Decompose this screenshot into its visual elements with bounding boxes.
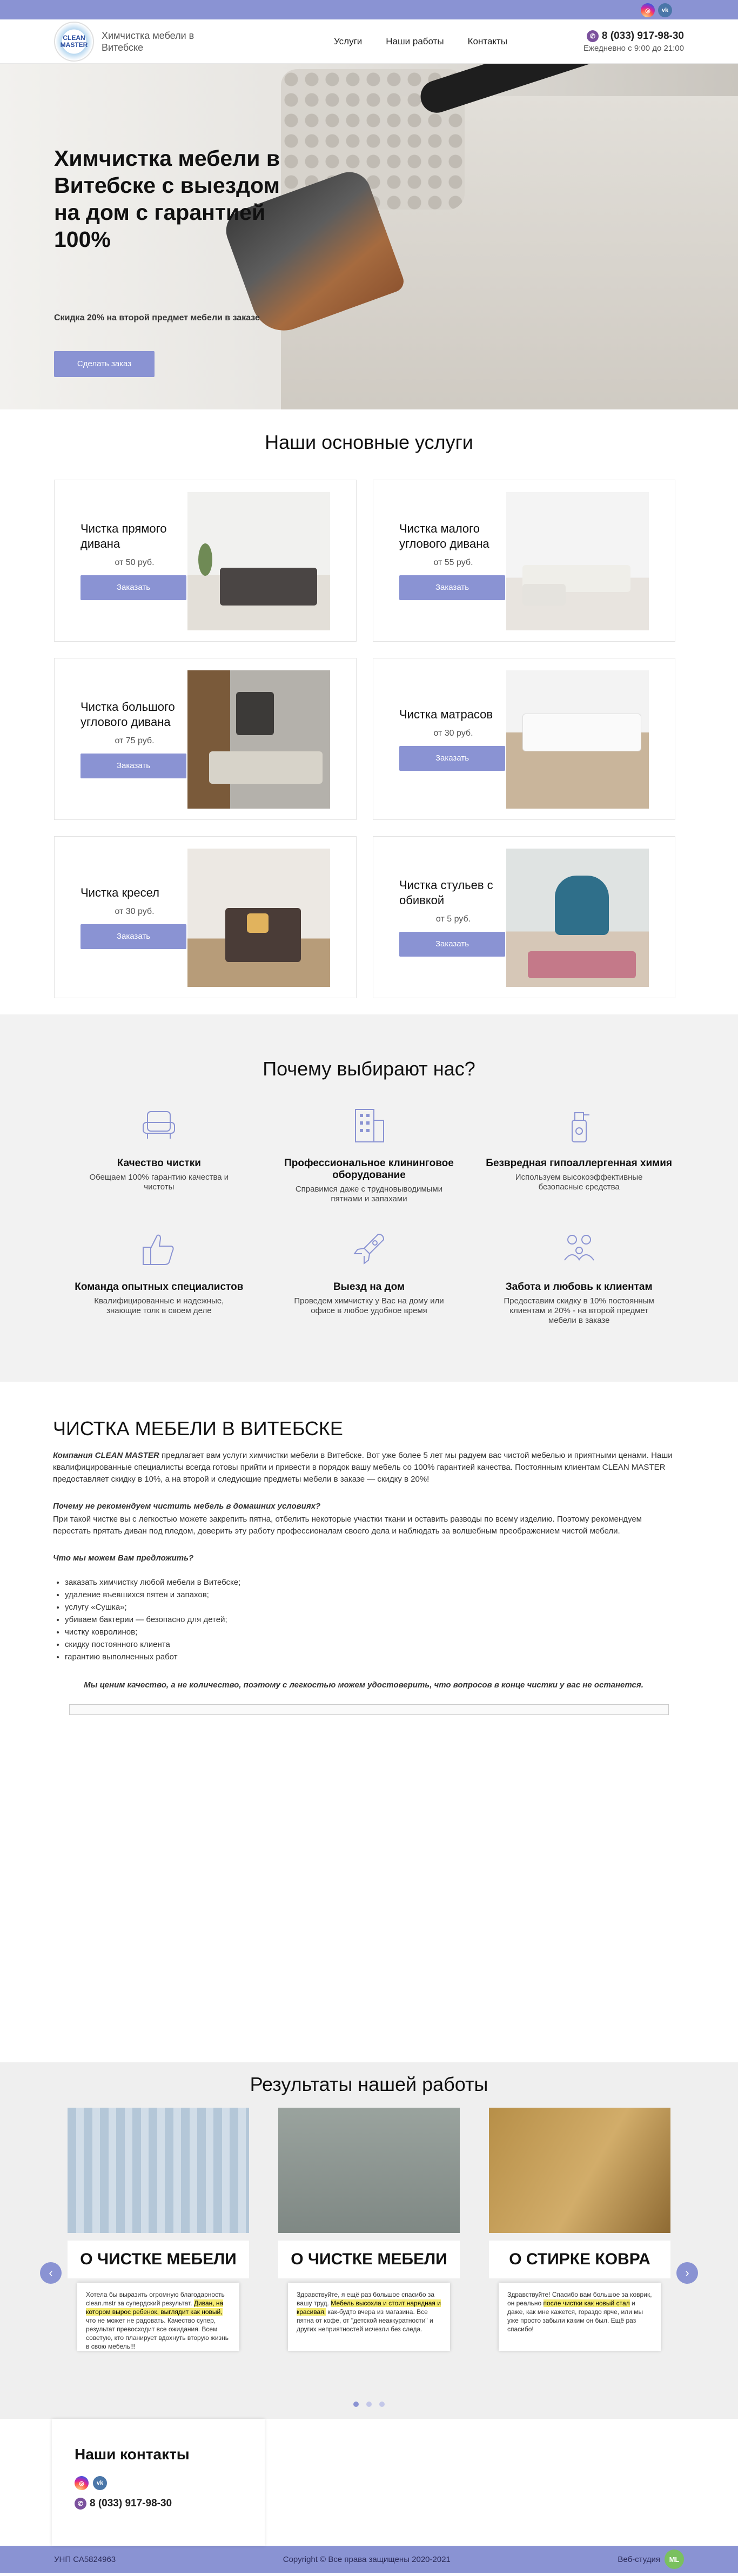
building-icon [348, 1104, 390, 1146]
small-corner-sofa-image [506, 492, 649, 630]
advantage-item [54, 1104, 264, 1204]
article-closing: Мы ценим качество, а не количество, поэтому с легкостью можем удостоверить, что вопросов в конце чистки у вас не останется. [84, 1680, 643, 1690]
advantage-item [474, 1228, 684, 1326]
instagram-icon[interactable]: ◎ [75, 2476, 89, 2490]
list-item: • убиваем бактерии — безопасно для детей; [65, 1613, 685, 1626]
vk-icon[interactable]: vk [658, 3, 672, 17]
service-price: от 5 руб. [435, 914, 471, 924]
working-hours: Ежедневно с 9:00 до 21:00 [583, 44, 684, 53]
advantage-title: Команда опытных специалистов [75, 1281, 244, 1293]
services-section [0, 409, 738, 1014]
review-screenshot: Здравствуйте! Спасибо вам большое за коврик, он реально после чистки как новый стал и даже, как мне кажется, гораздо ярче, или мы уже просто забыли каким он был. Ещё раз спасибо! [499, 2283, 661, 2351]
article-question-2: Что мы можем Вам предложить? [53, 1553, 194, 1563]
viber-icon: ✆ [587, 30, 599, 42]
result-slide [489, 2108, 670, 2351]
advantage-title: Выезд на дом [333, 1281, 405, 1293]
service-price: от 30 руб. [433, 729, 473, 738]
seo-article [0, 1382, 738, 2062]
advantage-title: Безвредная гипоаллергенная химия [486, 1158, 673, 1169]
ml-studio-logo: ML [665, 2550, 684, 2569]
advantage-title: Забота и любовь к клиентам [505, 1281, 653, 1293]
slider-next-button[interactable]: › [676, 2262, 698, 2284]
advantage-text: Предоставим скидку в 10% постоянным клиентам и 20% - на второй предмет мебели в заказе [504, 1296, 654, 1325]
advantage-text: Квалифицированные и надежные, знающие толк в своем деле [94, 1296, 224, 1315]
order-button[interactable]: Заказать [80, 924, 186, 949]
advantage-title: Качество чистки [117, 1158, 201, 1169]
header-contact [583, 30, 684, 53]
service-card [54, 658, 357, 820]
service-card [373, 658, 675, 820]
viber-icon: ✆ [75, 2498, 86, 2510]
thumbs-up-icon [138, 1228, 180, 1270]
spray-bottle-icon [558, 1104, 600, 1146]
company-unp: УНП СА5824963 [54, 2554, 116, 2564]
family-icon [558, 1228, 600, 1270]
result-slide [278, 2108, 460, 2351]
list-item: • заказать химчистку любой мебели в Витебске; [65, 1576, 685, 1589]
armchair-image [187, 849, 330, 987]
service-price: от 30 руб. [115, 907, 155, 916]
service-title: Чистка стульев с обивкой [399, 878, 493, 907]
straight-sofa-image [187, 492, 330, 630]
result-banner: О ЧИСТКЕ МЕБЕЛИ [68, 2241, 249, 2278]
main-nav [334, 36, 507, 47]
advantage-title: Профессиональное клининговое оборудование [284, 1158, 454, 1181]
results-section [0, 2062, 738, 2419]
article-answer-1: При такой чистке вы с легкостью можете закрепить пятна, отбелить некоторые участки ткани и оставить разводы по всему изделию. Поэтому рекомендуем перестать прятать диван под пледом, доверить эту работу профессионалам своего дела и наблюдать за волшебным преображением чистой мебели. [53, 1515, 642, 1536]
why-us-section [0, 1014, 738, 1382]
hero-title: Химчистка мебели в Витебске с выездом на дом с гарантией 100% [54, 146, 280, 252]
slider-prev-button[interactable]: ‹ [40, 2262, 62, 2284]
rocket-icon [348, 1228, 390, 1270]
article-intro: Компания CLEAN MASTER предлагает вам услуги химчистки мебели в Витебске. Вот уже более 5 лет мы радуем вас чистой мебелью и приятными ценами. Наши квалифицированные специалисты всегда готовы прийти и привести в порядок вашу мебель со 100% гарантией качества. Постоянным клиентам CLEAN MASTER предоставляет скидку в 10%, а на второй и следующие предметы мебели в заказе — скидку в 20%! [53, 1451, 673, 1484]
vk-icon[interactable]: vk [93, 2476, 107, 2490]
advantage-item [54, 1228, 264, 1326]
large-corner-sofa-image [187, 670, 330, 809]
service-price: от 50 руб. [115, 558, 155, 567]
advantage-text: Справимся даже с трудновыводимыми пятнами и запахами [295, 1185, 443, 1203]
service-title: Чистка большого углового дивана [80, 700, 175, 729]
footer [0, 2546, 738, 2573]
make-order-button[interactable]: Сделать заказ [54, 351, 155, 377]
before-after-photo [489, 2108, 670, 2233]
web-studio-link[interactable]: Веб-студия ML [618, 2550, 684, 2569]
article-question-1: Почему не рекомендуем чистить мебель в домашних условиях? [53, 1502, 321, 1511]
clean-master-logo[interactable]: CLEAN MASTER [54, 22, 94, 62]
slider-dot[interactable] [379, 2402, 385, 2407]
list-item: • скидку постоянного клиента [65, 1638, 685, 1651]
list-item: • удаление въевшихся пятен и запахов; [65, 1589, 685, 1601]
advantage-item [264, 1104, 474, 1204]
hero-subtitle: Скидка 20% на второй предмет мебели в заказе [54, 313, 260, 322]
hero [0, 64, 738, 409]
service-title: Чистка прямого дивана [80, 522, 167, 550]
order-button[interactable]: Заказать [399, 932, 505, 957]
order-button[interactable]: Заказать [399, 575, 505, 600]
slider-dot[interactable] [353, 2402, 359, 2407]
article-title: ЧИСТКА МЕБЕЛИ В ВИТЕБСКЕ [53, 1417, 343, 1440]
list-item: • услугу «Сушка»; [65, 1601, 685, 1613]
offer-list [53, 1576, 685, 1663]
before-after-photo [68, 2108, 249, 2233]
advantage-item [264, 1228, 474, 1326]
advantage-text: Обещаем 100% гарантию качества и чистоты [89, 1173, 229, 1192]
review-screenshot: Здравствуйте, я ещё раз большое спасибо за вашу труд. Мебель высохла и стоит нарядная и красивая, как-будто вчера из магазина. Все пятна от кофе, от "детской неаккуратности" и других неприятностей исчезли без следа. [288, 2283, 450, 2351]
service-title: Чистка малого углового дивана [399, 522, 489, 550]
services-title: Наши основные услуги [265, 431, 473, 453]
nav-contacts[interactable]: Контакты [467, 36, 508, 46]
why-us-title: Почему выбирают нас? [263, 1058, 475, 1080]
armchair-icon [138, 1104, 180, 1146]
video-embed[interactable] [69, 1704, 669, 1715]
brand-tagline: Химчистка мебели в Витебске [102, 30, 194, 53]
service-price: от 75 руб. [115, 736, 155, 745]
list-item: • гарантию выполненных работ [65, 1651, 685, 1663]
contacts-card [52, 2419, 265, 2546]
contacts-title: Наши контакты [75, 2446, 190, 2463]
result-banner: О ЧИСТКЕ МЕБЕЛИ [278, 2241, 460, 2278]
result-slide [68, 2108, 249, 2351]
order-button[interactable]: Заказать [80, 754, 186, 778]
upholstered-chair-image [506, 849, 649, 987]
list-item: • чистку ковролинов; [65, 1626, 685, 1638]
advantage-text: Используем высокоэффективные безопасные средства [515, 1173, 643, 1192]
contacts-section [0, 2419, 738, 2546]
service-card [54, 480, 357, 642]
service-card [373, 480, 675, 642]
nav-our-works[interactable]: Наши работы [386, 36, 444, 46]
copyright: Copyright © Все права защищены 2020-2021 [283, 2554, 451, 2564]
advantage-text: Проведем химчистку у Вас на дому или офисе в любое удобное время [294, 1296, 444, 1315]
slider-dot[interactable] [366, 2402, 372, 2407]
nav-services[interactable]: Услуги [334, 36, 363, 46]
slider-dots [0, 2402, 738, 2407]
header-phone[interactable]: ✆ 8 (033) 917-98-30 [583, 30, 684, 42]
instagram-icon[interactable]: ◎ [641, 3, 655, 17]
service-price: от 55 руб. [433, 558, 473, 567]
before-after-photo [278, 2108, 460, 2233]
review-screenshot: Хотела бы выразить огромную благодарность clean.mstr за супердский результат. Диван, на котором вырос ребенок, выглядит как новый, что не может не радовать. Качество супер, результат превосходит все ожидания. Всем советую, кто планирует вдохнуть вторую жизнь в свою мебель!!! [77, 2283, 239, 2351]
results-title: Результаты нашей работы [250, 2073, 488, 2095]
order-button[interactable]: Заказать [80, 575, 186, 600]
service-card [54, 836, 357, 998]
advantage-item [474, 1104, 684, 1204]
result-banner: О СТИРКЕ КОВРА [489, 2241, 670, 2278]
top-bar [0, 0, 738, 19]
order-button[interactable]: Заказать [399, 746, 505, 771]
mattress-image [506, 670, 649, 809]
service-title: Чистка кресел [80, 886, 159, 899]
service-card [373, 836, 675, 998]
service-title: Чистка матрасов [399, 708, 493, 721]
header [0, 19, 738, 64]
contacts-phone[interactable]: ✆ 8 (033) 917-98-30 [75, 2498, 265, 2510]
